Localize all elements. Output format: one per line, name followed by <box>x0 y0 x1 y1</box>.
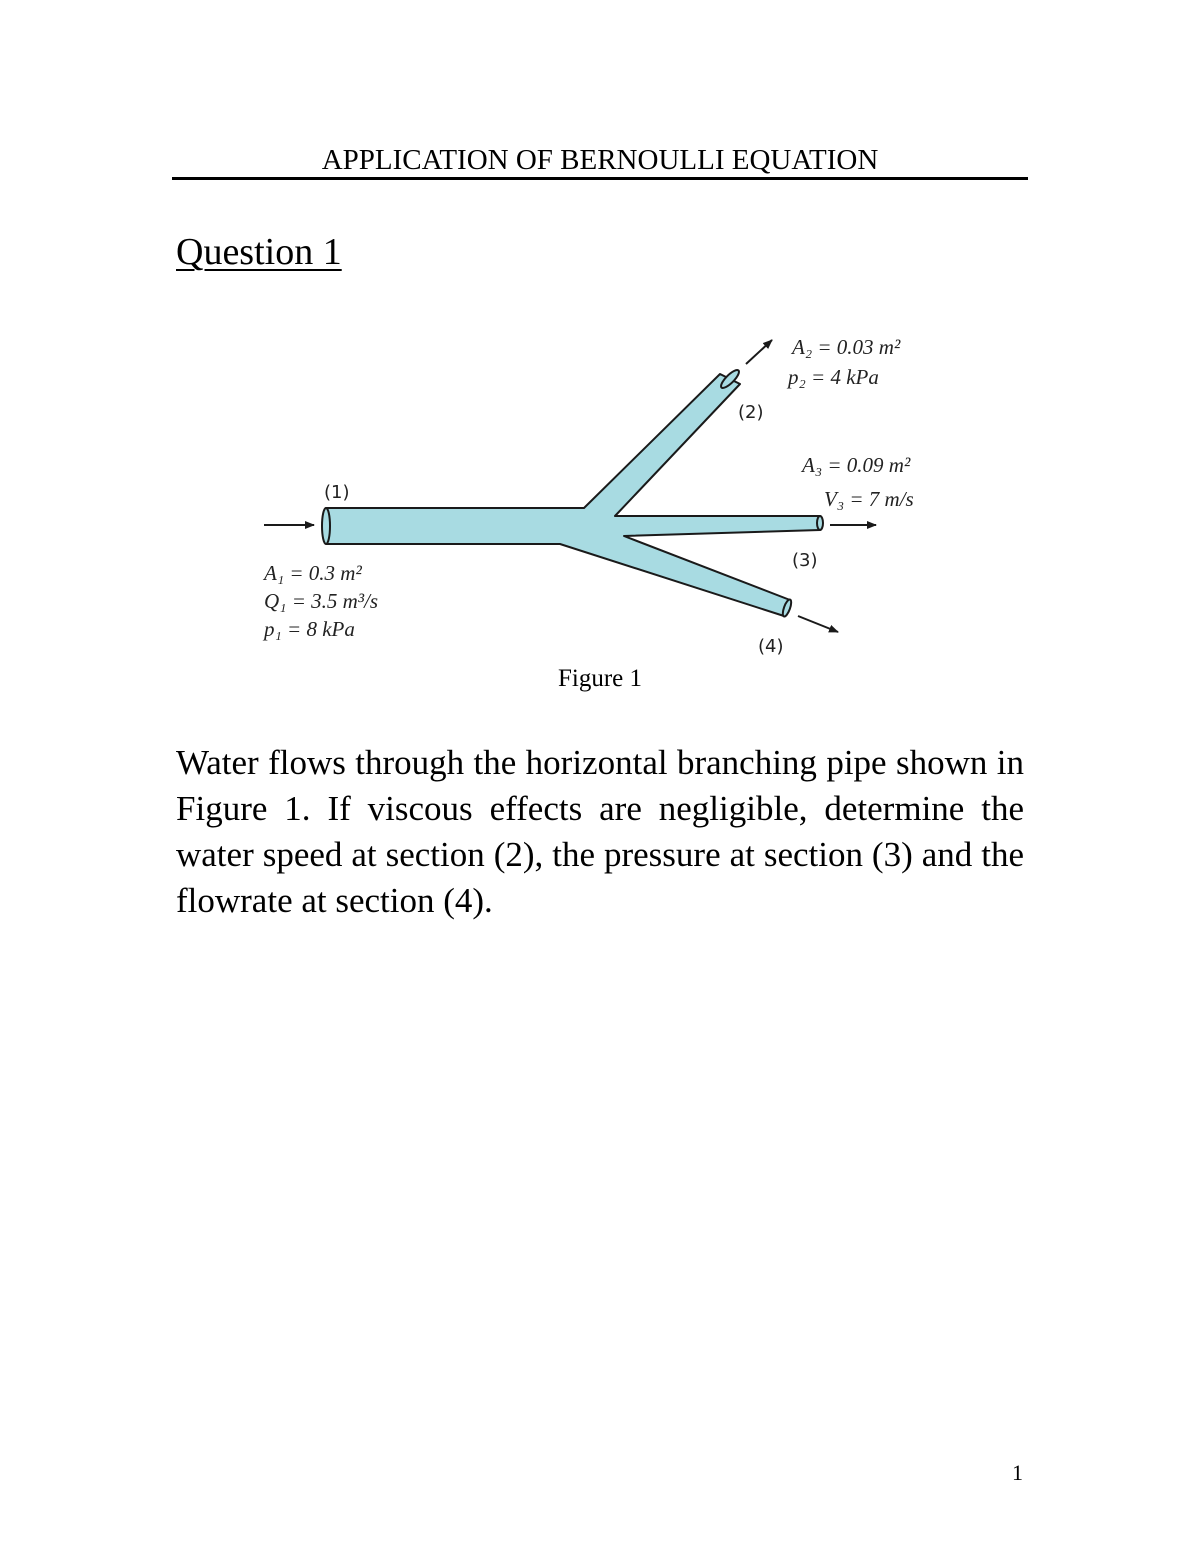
given-A3: A₃ = 0.09 m² <box>802 453 911 477</box>
header-rule <box>172 177 1028 180</box>
given-p1: p₁ = 8 kPa <box>264 617 355 641</box>
given-p2: p₂ = 4 kPa <box>788 365 879 389</box>
problem-statement: Water flows through the horizontal branching pipe shown in Figure 1. If viscous effects are negligible, determine the water speed at section (2), the pressure at section (3) and the flowrate at section (4). <box>176 743 1024 920</box>
branching-pipe-diagram <box>258 318 944 664</box>
question-title: Question 1 <box>176 231 342 273</box>
section-label-1: (1) <box>324 482 350 503</box>
given-A2: A₂ = 0.03 m² <box>792 335 901 359</box>
flow-arrow-out-2 <box>746 340 772 364</box>
flow-arrow-out-4 <box>798 616 838 632</box>
page-number: 1 <box>1012 1460 1023 1485</box>
section-label-2: (2) <box>738 402 764 423</box>
given-A1: A₁ = 0.3 m² <box>264 561 362 585</box>
pipe-end-1 <box>322 508 330 544</box>
page-header-title: APPLICATION OF BERNOULLI EQUATION <box>321 144 879 176</box>
figure-1 <box>258 318 944 664</box>
given-V3: V₃ = 7 m/s <box>824 487 914 511</box>
figure-caption: Figure 1 <box>557 665 643 692</box>
pipe-end-3 <box>817 516 823 530</box>
section-label-3: (3) <box>792 550 818 571</box>
given-Q1: Q₁ = 3.5 m³/s <box>264 589 379 613</box>
section-label-4: (4) <box>758 636 784 657</box>
